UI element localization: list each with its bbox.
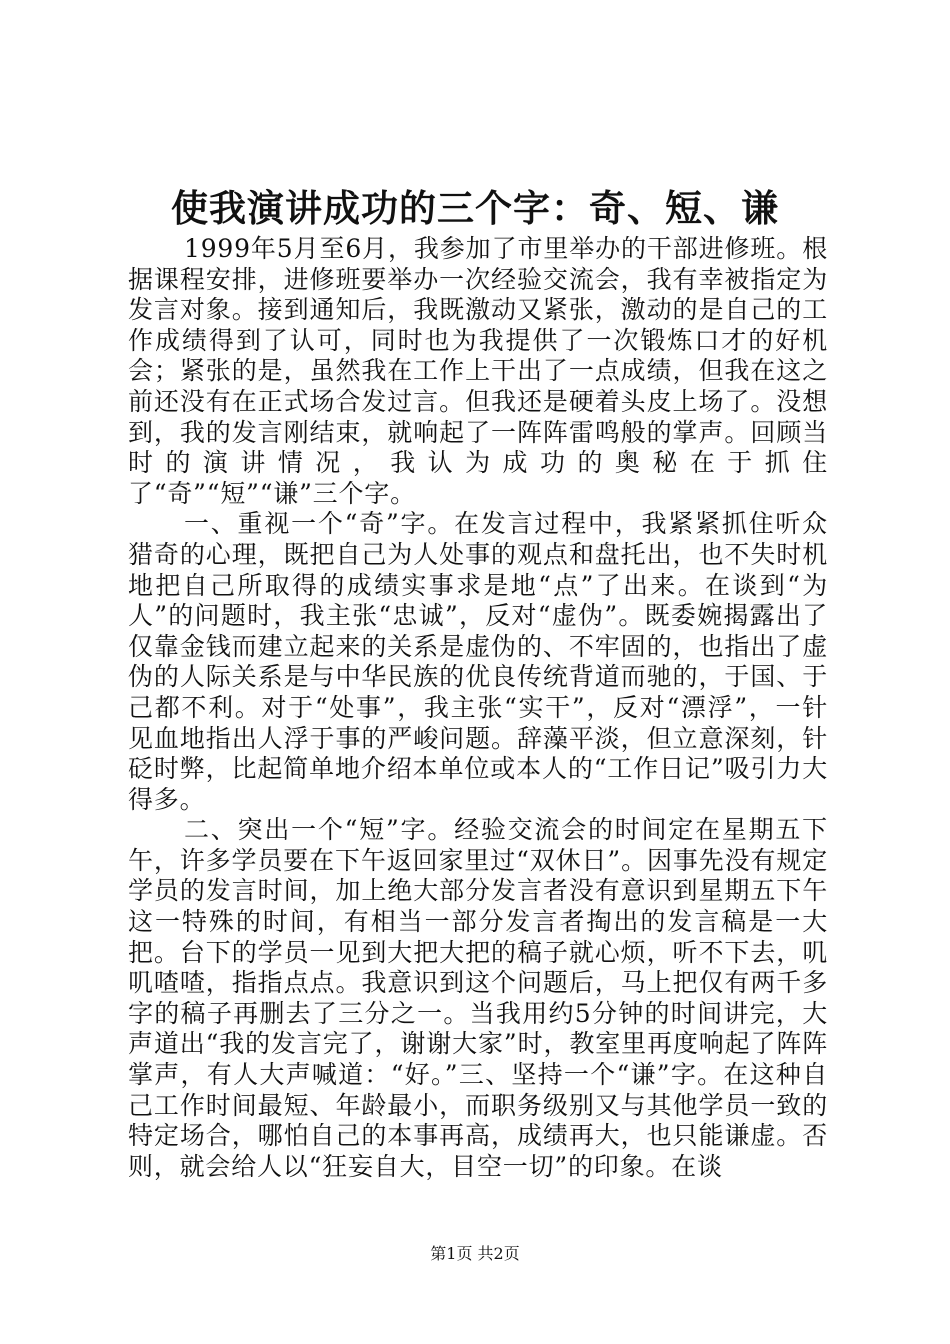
document-body: [128, 234, 828, 1182]
paragraph-intro: 1999年5月至6月，我参加了市里举办的干部进修班。根据课程安排，进修班要举办一次经验交流会，我有幸被指定为发言对象。接到通知后，我既激动又紧张，激动的是自己的工作成绩得到了认可，同时也为我提供了一次锻炼口才的好机会；紧张的是，虽然我在工作上干出了一点成绩，但我在这之前还没有在正式场合发过言。但我还是硬着头皮上场了。没想到，我的发言刚结束，就响起了一阵阵雷鸣般的掌声。回顾当时的演讲情况，我认为成功的奥秘在于抓住了“奇”“短”“谦”三个字。: [128, 234, 828, 508]
page-number-footer: 第1页 共2页: [430, 1244, 520, 1263]
paragraph-section-two: 二、突出一个“短”字。经验交流会的时间定在星期五下午，许多学员要在下午返回家里过“双休日”。因事先没有规定学员的发言时间，加上绝大部分发言者没有意识到星期五下午这一特殊的时间，有相当一部分发言者掏出的发言稿是一大把。台下的学员一见到大把大把的稿子就心烦，听不下去，叽叽喳喳，指指点点。我意识到这个问题后，马上把仅有两千多字的稿子再删去了三分之一。当我用约5分钟的时间讲完，大声道出“我的发言完了，谢谢大家”时，教室里再度响起了阵阵掌声，有人大声喊道：“好。”三、坚持一个“谦”字。在这种自己工作时间最短、年龄最小，而职务级别又与其他学员一致的特定场合，哪怕自己的本事再高，成绩再大，也只能谦虚。否则，就会给人以“狂妄自大，目空一切”的印象。在谈: [128, 815, 828, 1181]
paragraph-section-one: 一、重视一个“奇”字。在发言过程中，我紧紧抓住听众猎奇的心理，既把自己为人处事的观点和盘托出，也不失时机地把自己所取得的成绩实事求是地“点”了出来。在谈到“为人”的问题时，我主张“忠诚”，反对“虚伪”。既委婉揭露出了仅靠金钱而建立起来的关系是虚伪的、不牢固的，也指出了虚伪的人际关系是与中华民族的优良传统背道而驰的，于国、于己都不利。对于“处事”，我主张“实干”，反对“漂浮”，一针见血地指出人浮于事的严峻问题。辞藻平淡，但立意深刻，针砭时弊，比起简单地介绍本单位或本人的“工作日记”吸引力大得多。: [128, 509, 828, 814]
document-title: 使我演讲成功的三个字：奇、短、谦: [171, 186, 779, 230]
